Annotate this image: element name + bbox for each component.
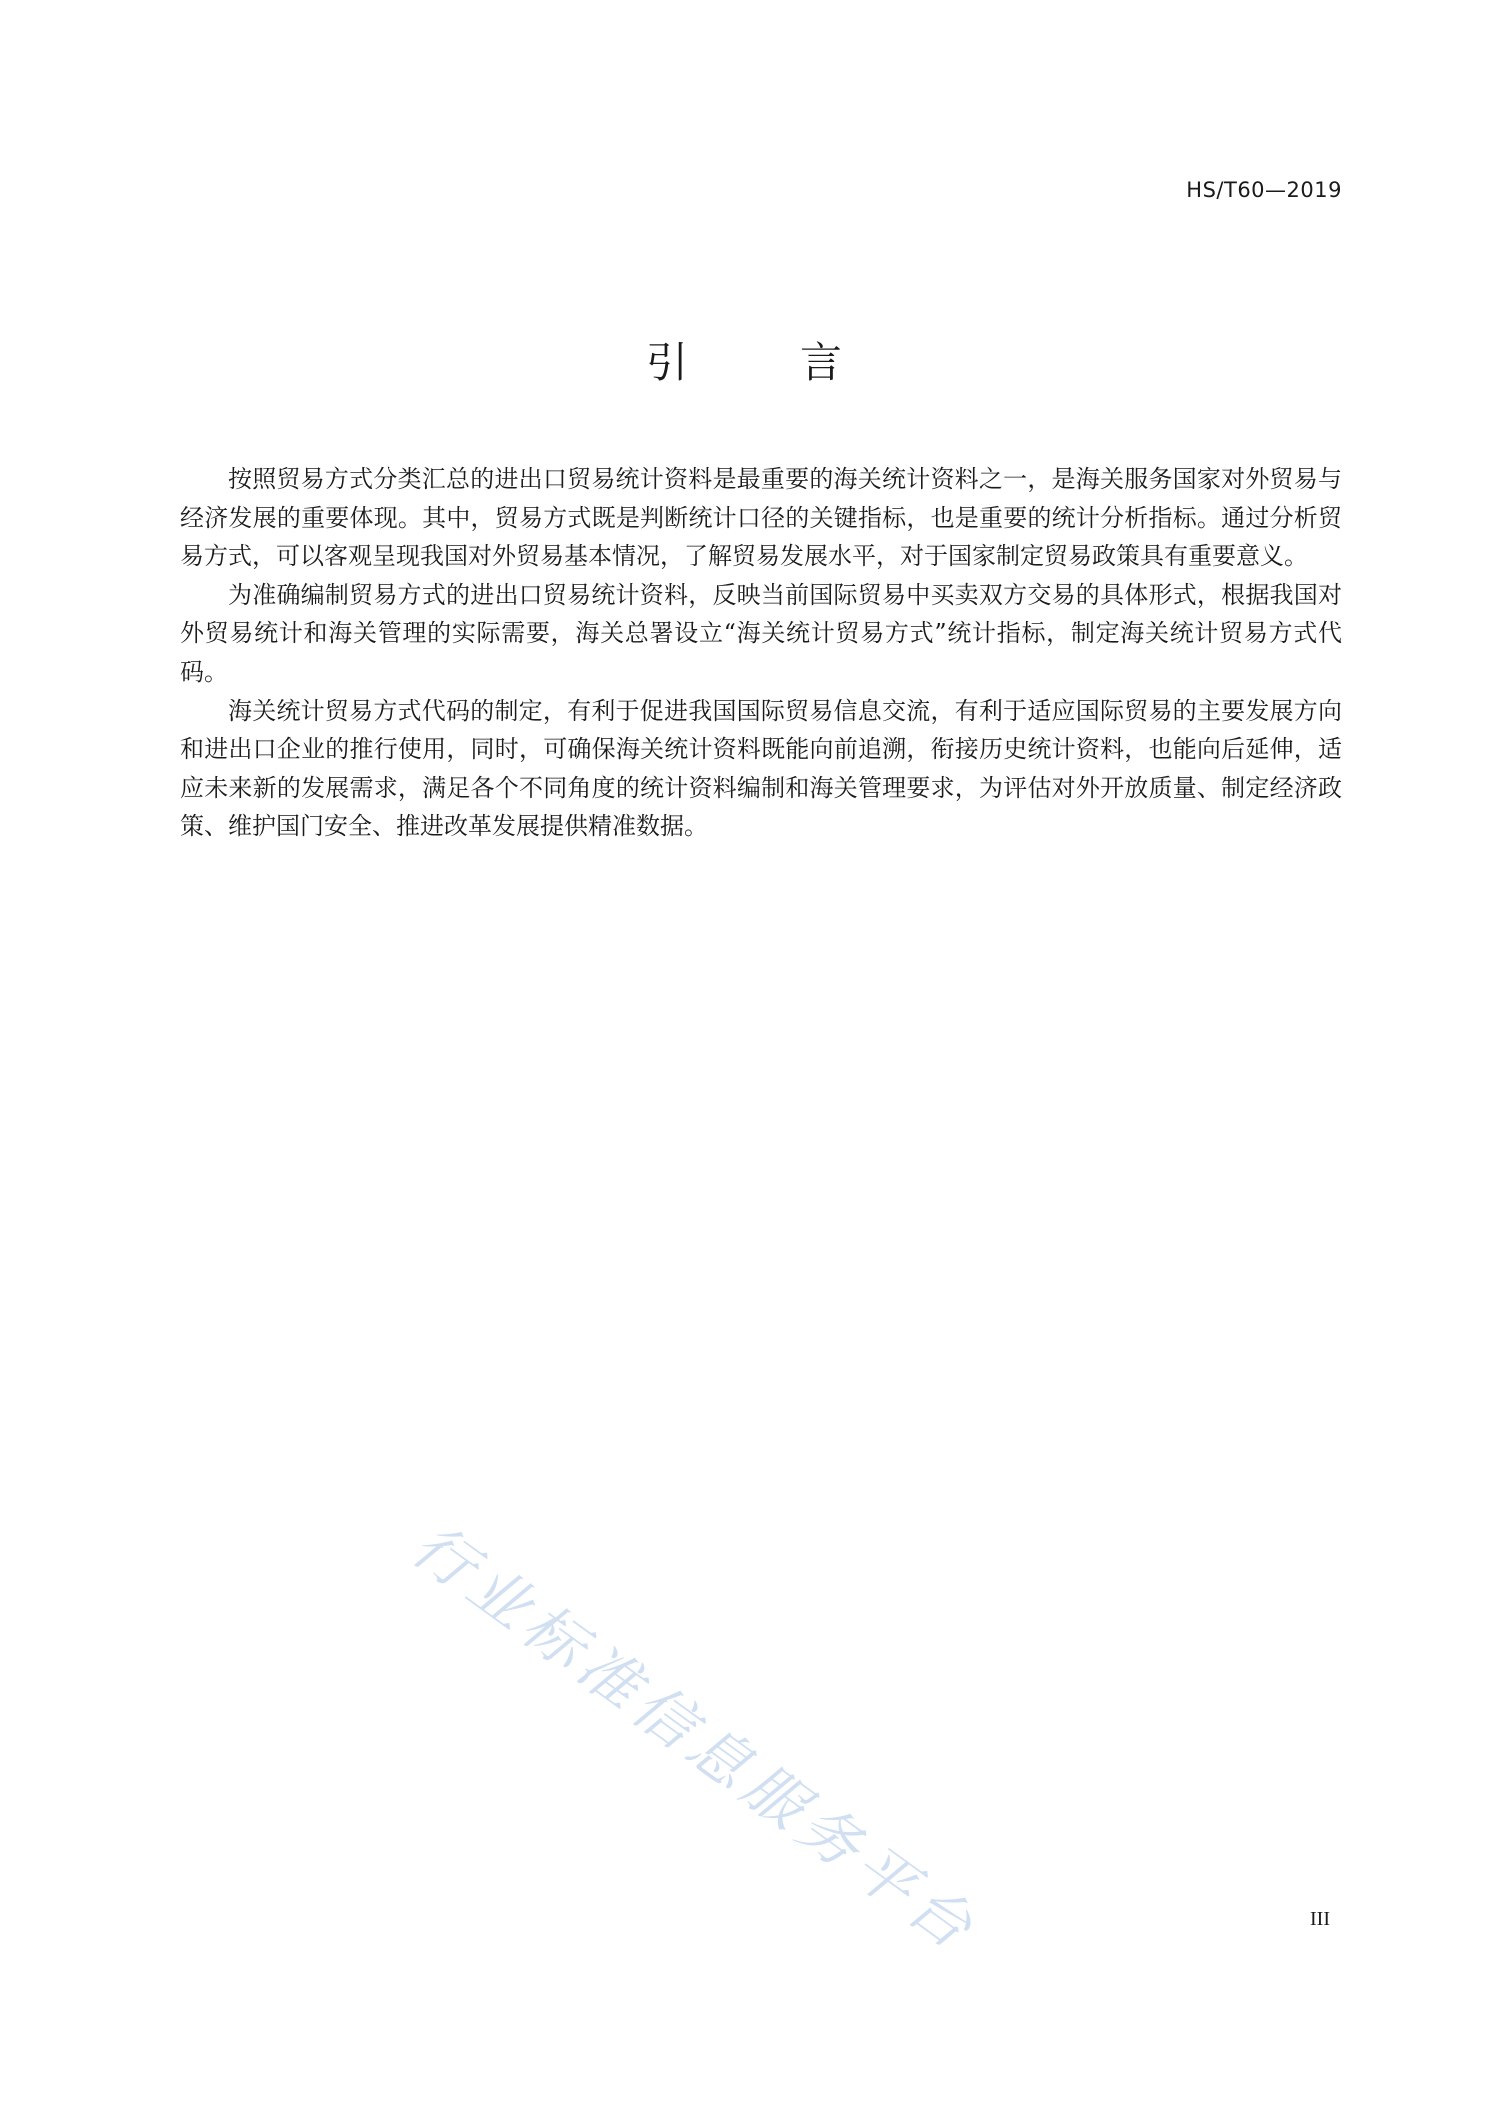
introduction-body	[180, 460, 1342, 846]
paragraph-2: 为准确编制贸易方式的进出口贸易统计资料，反映当前国际贸易中买卖双方交易的具体形式，根据我国对外贸易统计和海关管理的实际需要，海关总署设立“海关统计贸易方式”统计指标，制定海关统计贸易方式代码。	[180, 580, 1342, 686]
document-code: HS/T60—2019	[1186, 178, 1342, 202]
paragraph-3: 海关统计贸易方式代码的制定，有利于促进我国国际贸易信息交流，有利于适应国际贸易的主要发展方向和进出口企业的推行使用，同时，可确保海关统计资料既能向前追溯，衔接历史统计资料，也能向后延伸，适应未来新的发展需求，满足各个不同角度的统计资料编制和海关管理要求，为评估对外开放质量、制定经济政策、维护国门安全、推进改革发展提供精准数据。	[180, 696, 1342, 841]
page-title	[0, 330, 1488, 390]
paragraph-1: 按照贸易方式分类汇总的进出口贸易统计资料是最重要的海关统计资料之一，是海关服务国家对外贸易与经济发展的重要体现。其中，贸易方式既是判断统计口径的关键指标，也是重要的统计分析指标。通过分析贸易方式，可以客观呈现我国对外贸易基本情况，了解贸易发展水平，对于国家制定贸易政策具有重要意义。	[180, 465, 1342, 571]
watermark: 行业标准信息服务平台	[399, 1510, 991, 1967]
page-number: III	[1310, 1908, 1330, 1930]
title-char-2: 言	[800, 338, 843, 387]
title-char-1: 引	[645, 338, 688, 387]
